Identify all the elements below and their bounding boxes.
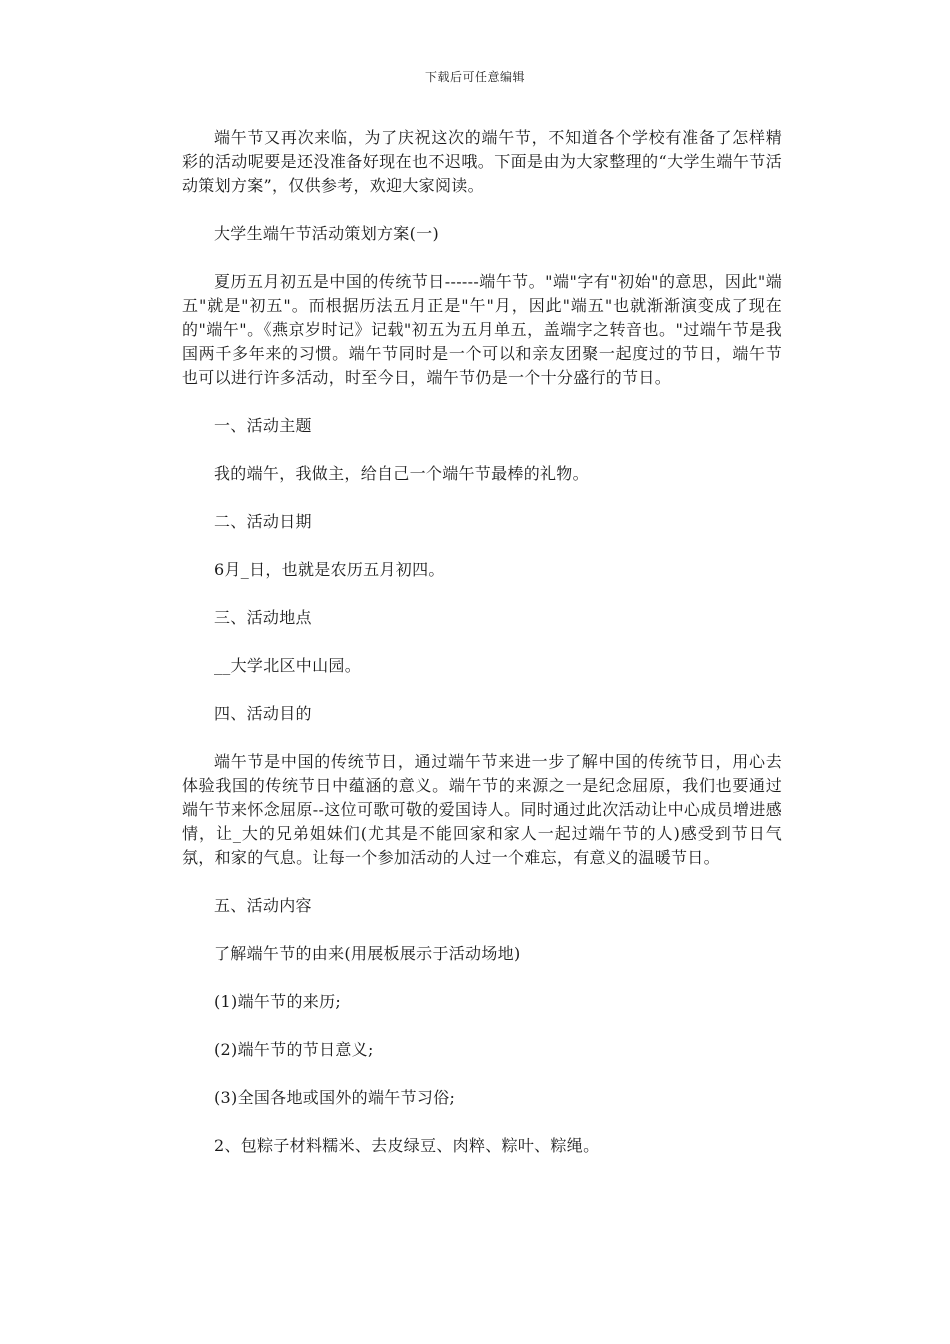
section-heading-theme: 一、活动主题: [214, 416, 312, 435]
theme-paragraph: 我的端午，我做主，给自己一个端午节最棒的礼物。: [214, 464, 589, 483]
plan-title: 大学生端午节活动策划方案(一): [214, 224, 439, 243]
page-header: 下载后可任意编辑: [424, 70, 525, 84]
section-heading-purpose: 四、活动目的: [214, 704, 312, 723]
section-heading-content: 五、活动内容: [214, 896, 312, 915]
content-subitem-3: (3)全国各地或国外的端午节习俗;: [214, 1088, 456, 1107]
date-paragraph: 6月_日，也就是农历五月初四。: [214, 560, 445, 579]
document-body: [182, 126, 782, 1182]
background-paragraph: 夏历五月初五是中国的传统节日------端午节。"端"字有"初始"的意思，因此"端五"就是"初五"。而根据历法五月正是"午"月，因此"端五"也就渐渐演变成了现在的"端午"。《燕京岁时记》记载"初五为五月单五，盖端字之转音也。"过端午节是我国两千多年来的习惯。端午节同时是一个可以和亲友团聚一起度过的节日，端午节也可以进行许多活动，时至今日，端午节仍是一个十分盛行的节日。: [182, 272, 782, 387]
content-item-zongzi: 2、包粽子材料糯米、去皮绿豆、肉粹、粽叶、粽绳。: [214, 1136, 600, 1155]
section-heading-date: 二、活动日期: [214, 512, 312, 531]
section-heading-location: 三、活动地点: [214, 608, 312, 627]
intro-paragraph: 端午节又再次来临，为了庆祝这次的端午节，不知道各个学校有准备了怎样精彩的活动呢要是还没准备好现在也不迟哦。下面是由为大家整理的“大学生端午节活动策划方案”，仅供参考，欢迎大家阅读。: [182, 128, 782, 195]
content-subitem-2: (2)端午节的节日意义;: [214, 1040, 374, 1059]
content-item-origin: 了解端午节的由来(用展板展示于活动场地): [214, 944, 521, 963]
content-subitem-1: (1)端午节的来历;: [214, 992, 342, 1011]
location-paragraph: __大学北区中山园。: [214, 656, 362, 675]
purpose-paragraph: 端午节是中国的传统节日，通过端午节来进一步了解中国的传统节日，用心去体验我国的传统节日中蕴涵的意义。端午节的来源之一是纪念屈原，我们也要通过端午节来怀念屈原--这位可歌可敬的爱国诗人。同时通过此次活动让中心成员增进感情，让_大的兄弟姐妹们(尤其是不能回家和家人一起过端午节的人)感受到节日气氛，和家的气息。让每一个参加活动的人过一个难忘，有意义的温暖节日。: [182, 752, 782, 867]
